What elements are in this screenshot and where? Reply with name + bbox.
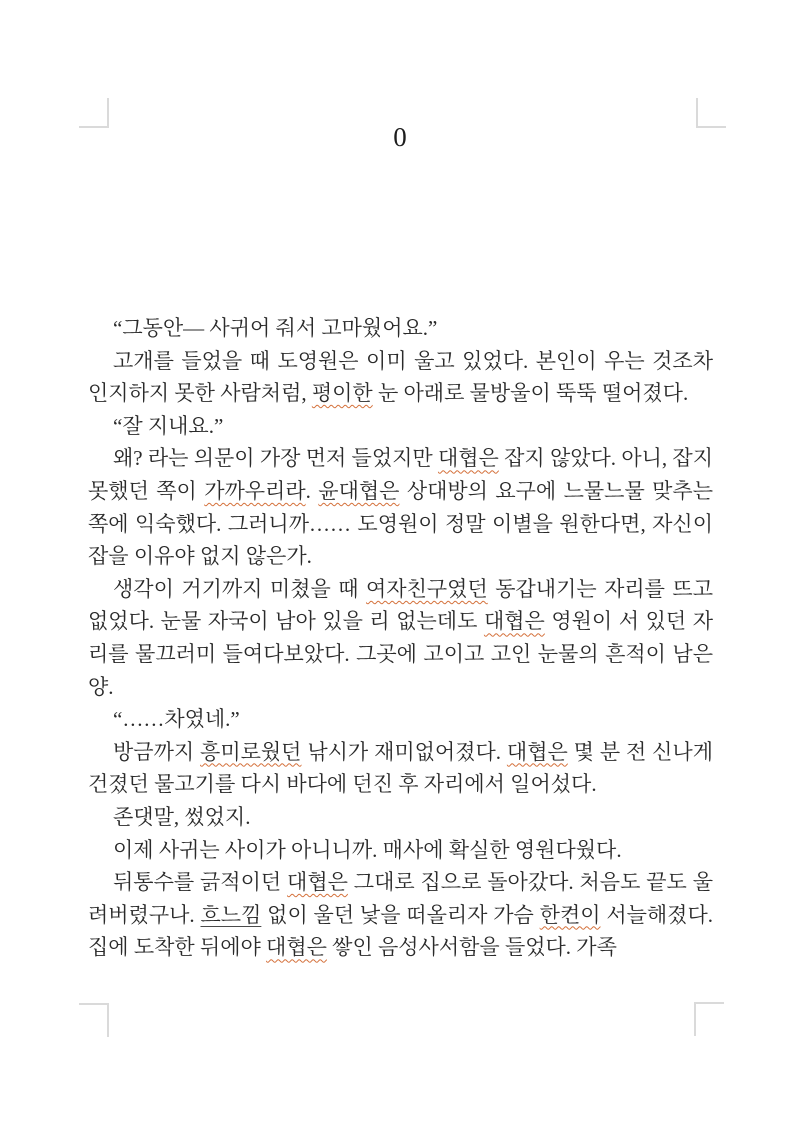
- paragraph: [88, 866, 713, 964]
- crop-mark-bottom-left-icon: [79, 1003, 109, 1037]
- paragraph: [88, 573, 713, 703]
- text-run: 이제 사귀는 사이가 아니니까. 매사에 확실한 영원다웠다.: [113, 837, 622, 862]
- crop-mark-bottom-right-icon: [694, 1002, 724, 1036]
- text-run: 존댓말, 썼었지.: [113, 804, 251, 829]
- text-run: 그대로 집으로 돌아갔다. 처음도 끝도 울려버렸구나.: [88, 870, 713, 927]
- text-run: “그동안— 사귀어 줘서 고마웠어요.”: [113, 316, 438, 340]
- paragraph: [88, 442, 713, 572]
- text-run: 영원이 서 있던 자리를 물끄러미 들여다보았다. 그곳에 고이고 고인 눈물의 흔적이 남은 양.: [88, 609, 713, 699]
- page-number: 0: [393, 122, 407, 152]
- text-run: 상대방의 요구에 느물느물 맞추는 쪽에 익숙했다. 그러니까…… 도영원이 정말 이별을 원한다면, 자신이 잡을 이유야 없지 않은가.: [88, 478, 713, 569]
- spellcheck-marked-word: 윤대협은: [318, 478, 400, 503]
- text-run: 낚시가 재미없어졌다.: [301, 739, 507, 764]
- paragraph: [88, 736, 713, 801]
- text-run: 잡지 않았다. 아니, 잡지 못했던 쪽이: [88, 446, 713, 503]
- paragraph: [88, 703, 713, 736]
- text-run: 쌓인 음성사서함을 들었다. 가족: [326, 935, 617, 960]
- spellcheck-marked-word: 대협은: [483, 609, 545, 634]
- text-run: 뒤통수를 긁적이던: [113, 870, 288, 895]
- spellcheck-marked-word: 대협은: [287, 870, 348, 895]
- text-run: 방금까지: [113, 739, 201, 764]
- text-run: 눈 아래로 물방울이 뚝뚝 떨어졌다.: [372, 381, 689, 406]
- text-run: 몇 분 전 신나게 건졌던 물고기를 다시 바다에 던진 후 자리에서 일어섰다.: [88, 739, 713, 797]
- paragraph: [88, 345, 713, 410]
- text-run: 서늘해졌다. 집에 도착한 뒤에야: [88, 902, 714, 960]
- text-run: .: [305, 478, 319, 503]
- text-run: “잘 지내요.”: [113, 413, 224, 438]
- paragraph: [88, 410, 713, 443]
- underlined-word: 흐느낌: [200, 902, 262, 927]
- text-run: “……차였네.”: [113, 707, 240, 732]
- spellcheck-marked-word: 가까우리라: [204, 478, 306, 503]
- text-run: 고개를 들었을 때 도영원은 이미 울고 있었다. 본인이 우는 것조차 인지하지 못한 사람처럼,: [88, 348, 713, 406]
- text-run: 동갑내기는 자리를 뜨고 없었다. 눈물 자국이 남아 있을 리 없는데도: [88, 576, 713, 634]
- paragraph: [88, 312, 713, 345]
- text-body: [88, 312, 713, 964]
- text-run: 왜? 라는 의문이 가장 먼저 들었지만: [113, 446, 438, 471]
- spellcheck-marked-word: 한켠이: [539, 902, 601, 927]
- spellcheck-marked-word: 평이한: [311, 381, 373, 406]
- paragraph: [88, 801, 713, 834]
- text-run: 생각이 거기까지 미쳤을 때: [113, 576, 367, 601]
- spellcheck-marked-word: 여자친구였던: [366, 576, 488, 601]
- spellcheck-marked-word: 대협은: [266, 935, 327, 960]
- spellcheck-marked-word: 흥미로웠던: [200, 739, 302, 764]
- text-run: 없이 울던 낯을 떠올리자 가슴: [261, 902, 540, 927]
- paragraph: [88, 834, 713, 867]
- spellcheck-marked-word: 대협은: [437, 446, 499, 471]
- spellcheck-marked-word: 대협은: [506, 739, 568, 764]
